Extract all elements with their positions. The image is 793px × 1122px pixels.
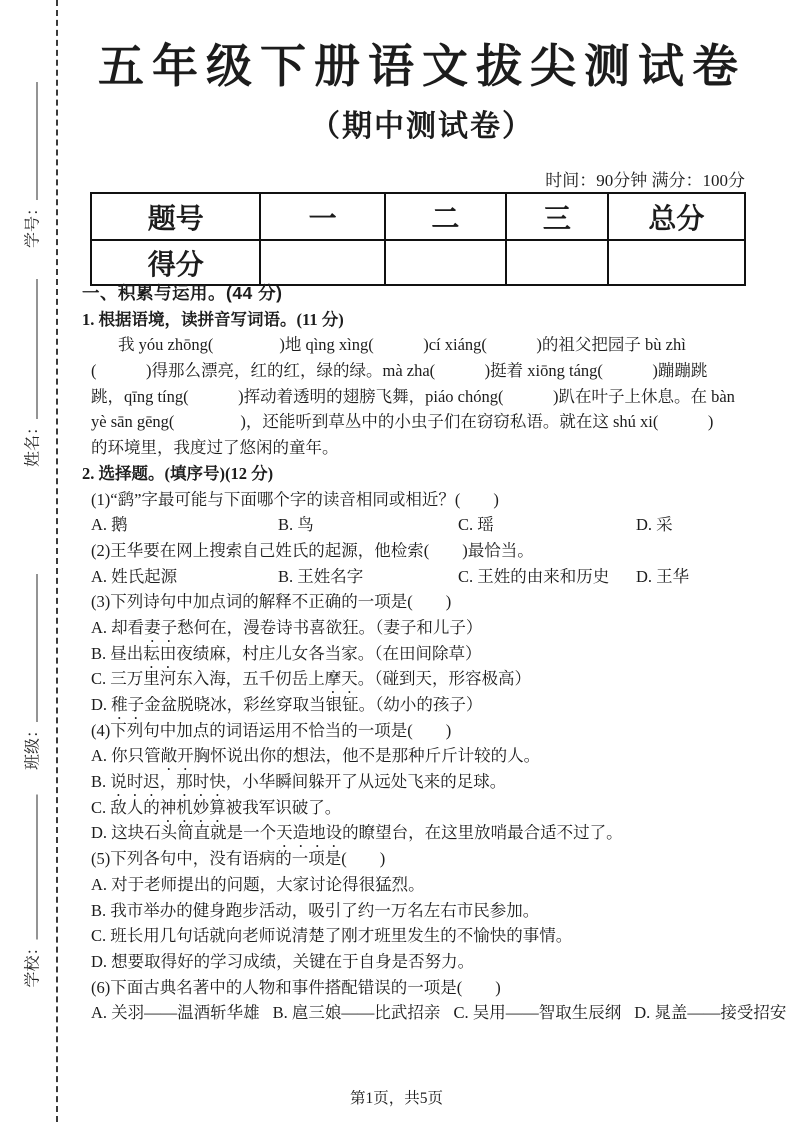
score-table-header-cell: 三 [506,193,608,240]
q2-5-option-b: B. 我市举办的健身跑步活动，吸引了约一万名左右市民参加。 [91,900,540,920]
q2-6-stem: (6)下面古典名著中的人物和事件搭配错误的一项是( ) [91,977,501,997]
option-c: C. 瑶 [458,515,494,535]
option-a: A. 鹅 [91,515,128,535]
q2-4-option-a [82,743,786,769]
score-table-header-cell: 一 [260,193,384,240]
score-table-header-cell: 题号 [91,193,260,240]
student-id-label: 学号： [24,199,42,249]
school-blank [32,794,38,939]
option-text: 愁何在，漫卷诗书喜欲狂。（妻子和儿子） [177,617,483,637]
q2-3-option-d [82,692,786,718]
option-text: 。（碰到天，形容极高） [357,669,532,689]
emphasized-word: 说时迟，那时快 [110,772,226,792]
option-d: D. 王华 [636,566,690,586]
q2-5-option-d: D. 想要取得好的学习成绩，关键在于自身是否努力。 [91,951,475,971]
q1-text-line: 我 yóu zhōng( )地 qìng xìng( )cí xiáng( )的祖父把园子 bù zhì [118,335,686,355]
score-cell-1 [260,240,384,285]
student-id-blank [32,82,38,200]
exam-time-score-info: 时间：90分钟 满分：100分 [545,171,745,190]
option-text: D. [91,695,112,714]
question-1-title: 1. 根据语境，读拼音写词语。(11 分) [82,309,344,329]
score-table [90,192,746,286]
q2-6-options [82,1000,786,1026]
q1-text-line: yè sān gēng( )，还能听到草丛中的小虫子们在窃窃私语。就在这 shú xi( ) [91,412,714,432]
score-cell-2 [385,240,506,285]
q1-text-line: 的环境里，我度过了悠闲的童年。 [91,438,339,458]
emphasized-word: 妻子 [144,617,178,637]
q2-3-option-b [82,641,786,667]
option-text: B. 昼出 [91,643,144,663]
name-label: 姓名： [24,418,42,468]
option-a: A. 关羽——温酒斩华雄 [91,1003,260,1023]
q2-2-stem: (2)王华要在网上搜索自己姓氏的起源，他检索( )最恰当。 [91,540,534,560]
q2-4-stem: (4)下列句中加点的词语运用不恰当的一项是( ) [91,720,452,740]
side-field-school [20,794,43,987]
emphasized-word: 摩天 [324,669,358,689]
option-text: 夜绩麻，村庄儿女各当家。（在田间除草） [176,643,482,663]
option-b: B. 扈三娘——比武招亲 [272,1003,441,1023]
exam-body [82,281,786,1026]
q2-5-option-a: A. 对于老师提出的问题，大家讨论得很猛烈。 [91,874,425,894]
question-2-title: 2. 选择题。(填序号)(12 分) [82,463,274,483]
q2-4-option-d [82,820,786,846]
section-1-heading: 一、积累与运用。(44 分) [82,283,283,303]
class-blank [32,574,38,722]
option-d: D. 采 [636,515,673,535]
score-table-header-cell: 总分 [608,193,745,240]
side-field-student-id [20,82,43,248]
page-number: 第1页，共5页 [349,1090,443,1107]
side-field-class [20,574,43,770]
q2-3-option-a [82,615,786,641]
option-text: C. 三万里河东入海，五千仞岳上 [91,669,325,689]
q1-text-line: 跳，qīng tíng( )挥动着透明的翅膀飞舞，piáo chóng( )趴在叶子上休息。在 bàn [91,386,735,406]
option-a: A. 姓氏起源 [91,566,178,586]
emphasized-word: 天造地设 [276,823,343,843]
emphasized-word: 神机妙算 [159,797,226,817]
option-text: 被我军识破了。 [225,797,342,817]
side-field-name [20,279,43,467]
q2-5-stem: (5)下列各句中，没有语病的一项是( ) [91,849,386,869]
score-table-header-row [91,193,745,240]
q2-3-stem: (3)下列诗句中加点词的解释不正确的一项是( ) [91,592,452,612]
option-text: A. 你只管 [91,746,161,766]
option-text: ，小华瞬间躲开了从远处飞来的足球。 [225,772,507,792]
name-blank [32,279,38,419]
option-text: 胸怀说出你的想法，他不是那种斤斤计较的人。 [193,746,541,766]
binding-dashed-line [56,0,58,1122]
q2-4-option-b [82,769,786,795]
emphasized-word: 敞开 [160,746,194,766]
q2-1-stem: (1)“鹞”字最可能与下面哪个字的读音相同或相近？( ) [91,489,499,509]
option-text: D. 这块石头简直就是一个 [91,823,277,843]
score-cell-total [608,240,745,285]
option-text: C. 敌人的 [91,797,160,817]
emphasized-word: 稚子 [111,695,145,714]
score-table-score-row [91,240,745,285]
q2-2-options [82,564,786,590]
q1-text-line: ( )得那么漂亮，红的红，绿的绿。mà zha( )挺着 xiōng táng( )蹦蹦跳 [91,361,708,381]
score-cell-3 [506,240,608,285]
emphasized-word: 耘田 [143,643,177,663]
class-label: 班级： [24,721,42,771]
page-title: 五年级下册语文拔尖测试卷 [98,41,746,92]
q2-1-options [82,512,786,538]
score-table-header-cell: 二 [385,193,506,240]
option-text: 金盆脱晓冰，彩丝穿取当银钲。（幼小的孩子） [144,695,483,714]
option-text: B. [91,772,111,792]
option-text: A. 却看 [91,617,145,637]
page-subtitle: （期中测试卷） [310,110,534,143]
q2-4-option-c [82,795,786,821]
option-d: D. 晁盖——接受招安 [634,1003,787,1023]
option-c: C. 王姓的由来和历史 [458,566,610,586]
q2-3-option-c [82,666,786,692]
option-b: B. 王姓名字 [278,566,364,586]
option-b: B. 鸟 [278,515,314,535]
option-text: 的瞭望台，在这里放哨最合适不过了。 [342,823,623,843]
option-c: C. 吴用——智取生辰纲 [453,1003,622,1023]
score-row-label: 得分 [91,240,260,285]
q2-5-option-c: C. 班长用几句话就向老师说清楚了刚才班里发生的不愉快的事情。 [91,926,573,946]
school-label: 学校： [24,939,42,988]
